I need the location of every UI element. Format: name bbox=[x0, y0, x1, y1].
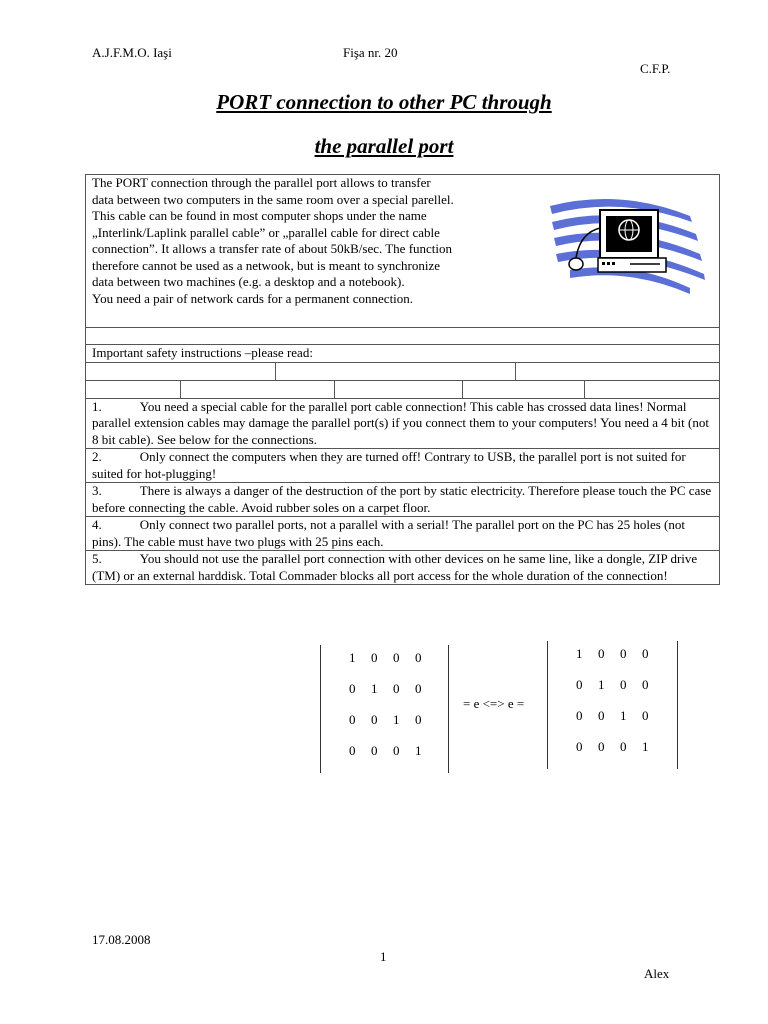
matrix-cell: 0 bbox=[415, 681, 422, 696]
intro-line: You need a pair of network cards for a permanent connection. bbox=[92, 290, 414, 306]
grid-cell bbox=[86, 362, 720, 380]
matrix-cell: 0 bbox=[393, 681, 400, 696]
matrix-cell: 0 bbox=[598, 708, 605, 723]
matrix-cell: 1 bbox=[393, 712, 400, 727]
matrix-cell: 0 bbox=[393, 743, 400, 758]
intro-line: „Interlink/Laplink parallel cable” or „parallel cable for direct cable bbox=[92, 224, 440, 240]
instruction-item bbox=[86, 398, 720, 449]
empty-cell bbox=[86, 328, 720, 345]
instruction-number: 1. bbox=[92, 398, 102, 414]
matrix-cell: 1 bbox=[642, 739, 649, 754]
intro-line: connection”. It allows a transfer rate of about 50kB/sec. The function bbox=[92, 241, 453, 256]
matrix-cell: 0 bbox=[642, 646, 649, 661]
matrix-right-bar bbox=[547, 641, 548, 769]
header-sheet-number: Fişa nr. 20 bbox=[343, 45, 398, 60]
safety-heading: Important safety instructions –please read: bbox=[86, 345, 720, 363]
matrix-cell: 0 bbox=[576, 677, 583, 692]
intro-cell bbox=[86, 175, 720, 328]
header-code: C.F.P. bbox=[640, 61, 671, 76]
matrix-right-bar bbox=[677, 641, 678, 769]
header-institution: A.J.F.M.O. Iaşi bbox=[92, 45, 172, 60]
matrix-cell: 0 bbox=[620, 646, 627, 661]
instruction-item bbox=[86, 449, 720, 483]
matrix-cell: 0 bbox=[415, 712, 422, 727]
instruction-text: You should not use the parallel port connection with other devices on he same line, like a dongle, ZIP drive (TM) or an external harddisk. Total Commader blocks all port access for the whole duration of the connection! bbox=[92, 551, 698, 583]
matrix-cell: 0 bbox=[371, 743, 378, 758]
matrix-cell: 0 bbox=[393, 650, 400, 665]
footer-author: Alex bbox=[644, 966, 670, 981]
footer-date: 17.08.2008 bbox=[92, 932, 151, 947]
instruction-item bbox=[86, 483, 720, 517]
matrix-right bbox=[576, 644, 664, 768]
matrix-cell: 0 bbox=[415, 650, 422, 665]
instructions-table bbox=[85, 174, 720, 585]
instruction-text: There is always a danger of the destruction of the port by static electricity. Therefore please touch the PC case before connecting the cable. Avoid rubber soles on a carpet floor. bbox=[92, 483, 712, 515]
matrix-cell: 0 bbox=[349, 712, 356, 727]
matrix-cell: 1 bbox=[620, 708, 627, 723]
matrix-cell: 1 bbox=[598, 677, 605, 692]
page-title-line1: PORT connection to other PC through bbox=[216, 90, 552, 114]
matrix-cell: 0 bbox=[371, 650, 378, 665]
matrix-cell: 0 bbox=[642, 708, 649, 723]
matrix-cell: 1 bbox=[349, 650, 356, 665]
instruction-number: 3. bbox=[92, 483, 102, 498]
matrix-cell: 0 bbox=[576, 708, 583, 723]
matrix-cell: 0 bbox=[349, 681, 356, 696]
intro-line: The PORT connection through the parallel port allows to transfer bbox=[92, 175, 431, 190]
instruction-number: 4. bbox=[92, 517, 102, 532]
grid-cell bbox=[86, 380, 720, 398]
intro-line: data between two computers in the same room over a special parellel. bbox=[92, 191, 454, 207]
instruction-text: Only connect the computers when they are turned off! Contrary to USB, the parallel port is not suited for suited for hot-plugging! bbox=[92, 449, 686, 481]
matrix-cell: 1 bbox=[371, 681, 378, 696]
intro-line: therefore cannot be used as a netwook, but is meant to synchronize bbox=[92, 257, 440, 273]
matrix-cell: 0 bbox=[598, 739, 605, 754]
matrix-cell: 0 bbox=[620, 677, 627, 692]
intro-text bbox=[92, 175, 532, 307]
instruction-number: 5. bbox=[92, 551, 102, 566]
matrix-cell: 0 bbox=[620, 739, 627, 754]
matrix-cell: 0 bbox=[576, 739, 583, 754]
matrix-left bbox=[349, 648, 437, 772]
equation-label: = e <=> e = bbox=[463, 696, 525, 711]
instruction-text: Only connect two parallel ports, not a parallel with a serial! The parallel port on the PC has 25 holes (not pins). The cable must have two plugs with 25 pins each. bbox=[92, 517, 686, 549]
matrix-left-bar bbox=[448, 645, 449, 773]
matrix-cell: 0 bbox=[598, 646, 605, 661]
intro-line: data between two machines (e.g. a desktop and a notebook). bbox=[92, 274, 405, 289]
matrix-cell: 1 bbox=[576, 646, 583, 661]
instruction-text: You need a special cable for the parallel port cable connection! This cable has crossed data lines! Normal parallel extension cables may damage the parallel port(s) if you connect them to your computers! You need a 4 bit (not 8 bit cable). See below for the connections. bbox=[92, 398, 709, 447]
instruction-item bbox=[86, 517, 720, 551]
matrix-cell: 1 bbox=[415, 743, 422, 758]
instruction-number: 2. bbox=[92, 449, 102, 464]
matrix-left-bar bbox=[320, 645, 321, 773]
page-number: 1 bbox=[380, 949, 387, 964]
page-title-line2: the parallel port bbox=[314, 134, 454, 158]
intro-line: This cable can be found in most computer shops under the name bbox=[92, 208, 427, 223]
matrix-cell: 0 bbox=[371, 712, 378, 727]
matrix-cell: 0 bbox=[349, 743, 356, 758]
instruction-item bbox=[86, 551, 720, 585]
matrix-cell: 0 bbox=[642, 677, 649, 692]
